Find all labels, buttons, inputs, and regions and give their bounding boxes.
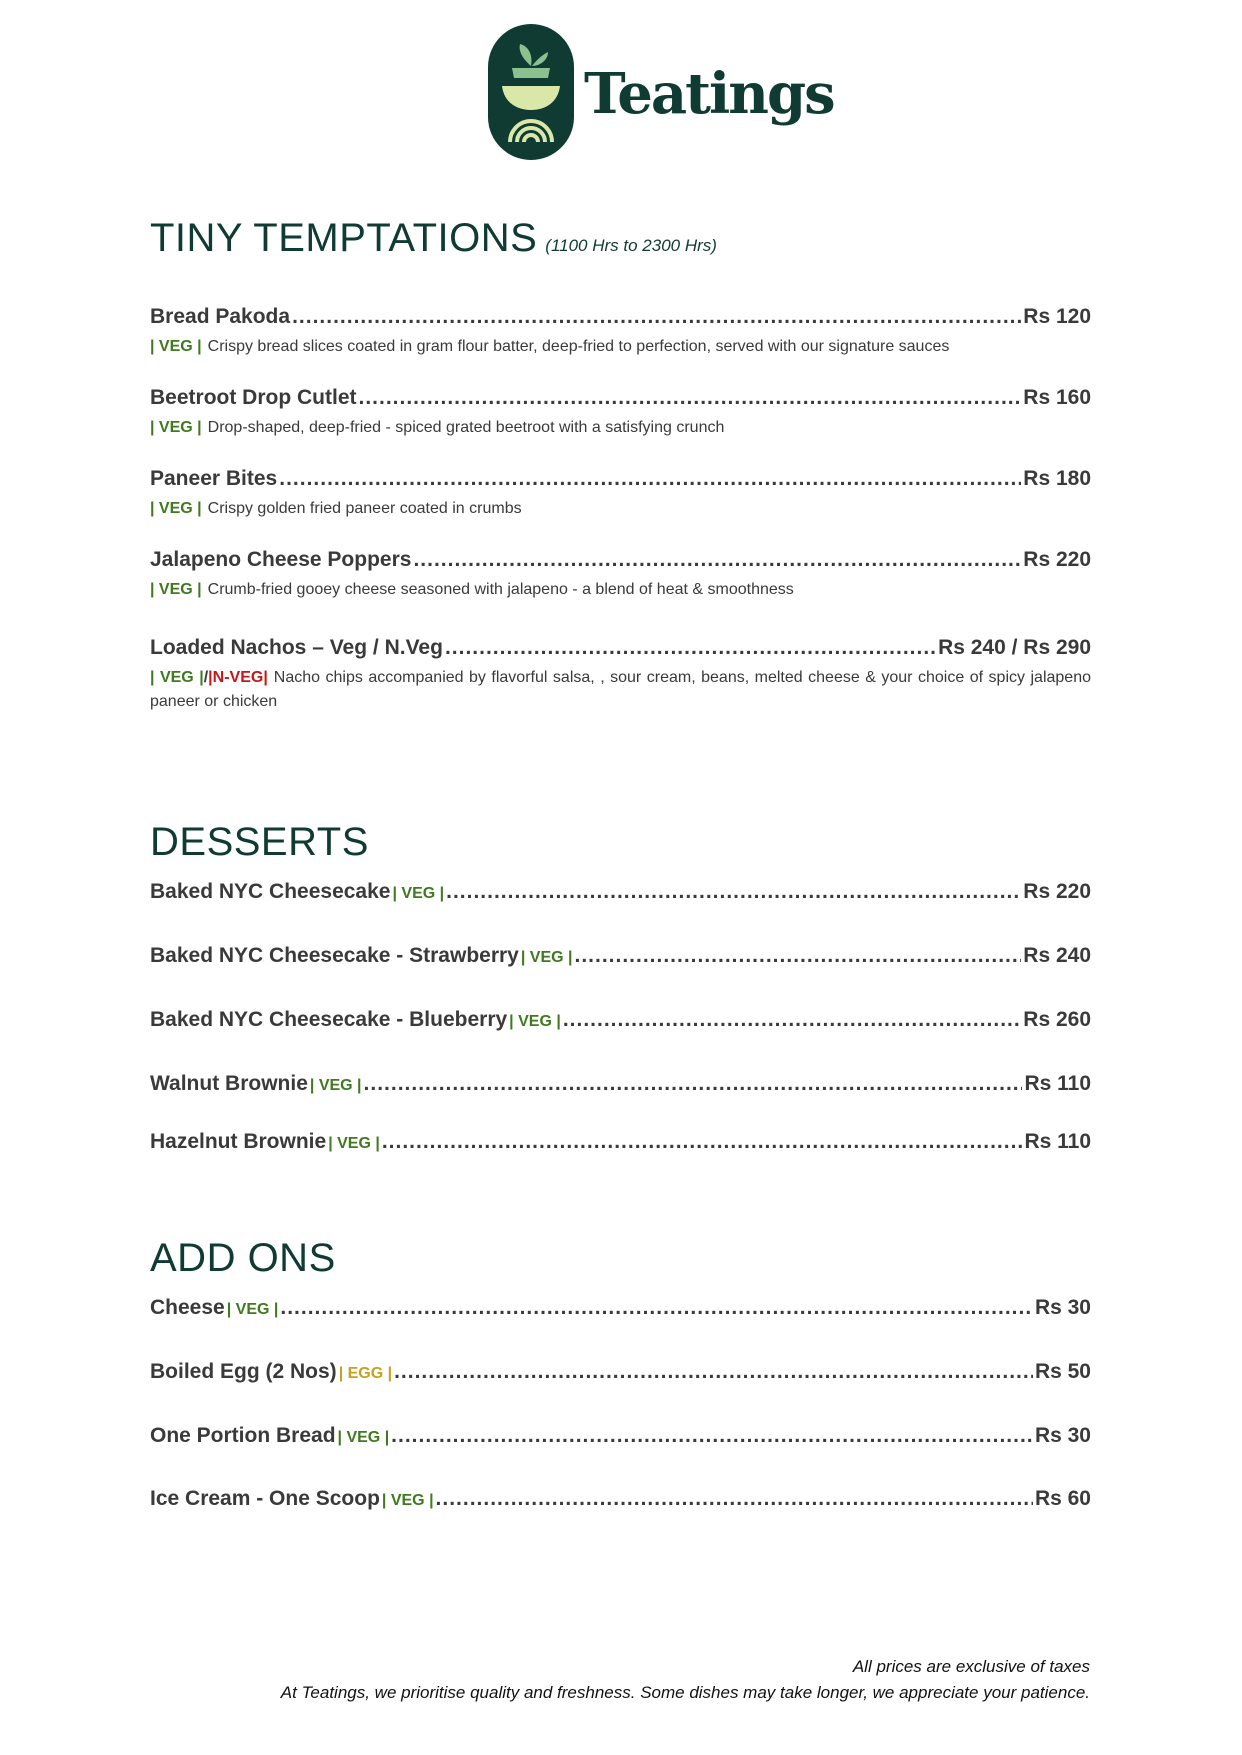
- item-price: Rs 30: [1034, 1296, 1091, 1319]
- item-price: Rs 110: [1024, 1072, 1091, 1095]
- veg-tag: | VEG |: [520, 949, 573, 966]
- veg-tag: | VEG |: [226, 1301, 279, 1318]
- menu-item: [150, 1130, 1091, 1154]
- item-price: Rs 30: [1034, 1424, 1091, 1447]
- nonveg-tag: |N-VEG|: [208, 669, 268, 686]
- section-title-desserts: DESSERTS: [150, 820, 369, 864]
- leader-dots: [445, 636, 936, 660]
- item-price: Rs 240: [1023, 944, 1091, 967]
- leader-dots: [292, 305, 1021, 329]
- leader-dots: [574, 944, 1021, 968]
- item-name: Walnut Brownie: [150, 1072, 308, 1095]
- item-description: Crumb-fried gooey cheese seasoned with jalapeno - a blend of heat & smoothness: [207, 581, 794, 598]
- leader-dots: [563, 1008, 1021, 1032]
- veg-tag: | VEG |: [150, 419, 202, 436]
- leader-dots: [359, 386, 1022, 410]
- veg-tag: | VEG |: [309, 1077, 362, 1094]
- menu-item: [150, 1360, 1091, 1384]
- item-price: Rs 50: [1034, 1360, 1091, 1383]
- item-name: Baked NYC Cheesecake - Strawberry: [150, 944, 519, 967]
- veg-tag: | VEG |: [150, 669, 204, 686]
- leader-dots: [391, 1424, 1033, 1448]
- leader-dots: [382, 1130, 1023, 1154]
- leader-dots: [364, 1072, 1023, 1096]
- item-name: Bread Pakoda: [150, 305, 291, 328]
- leader-dots: [436, 1487, 1033, 1511]
- item-price: Rs 110: [1024, 1130, 1091, 1153]
- item-price: Rs 260: [1023, 1008, 1091, 1031]
- brand-wordmark: Teatings: [584, 61, 834, 127]
- leader-dots: [394, 1360, 1033, 1384]
- menu-item: [150, 1424, 1091, 1448]
- section-hours: (1100 Hrs to 2300 Hrs): [545, 236, 717, 255]
- item-description: Nacho chips accompanied by flavorful salsa, , sour cream, beans, melted cheese & your choice of spicy jalapeno paneer or chicken: [150, 669, 1091, 710]
- item-name: Paneer Bites: [150, 467, 278, 490]
- menu-item: [150, 1072, 1091, 1096]
- item-name: Hazelnut Brownie: [150, 1130, 327, 1153]
- leader-dots: [446, 880, 1021, 904]
- brand-logo: [488, 24, 834, 162]
- menu-item: [150, 386, 1091, 440]
- veg-tag: | VEG |: [509, 1013, 561, 1030]
- item-name: Baked NYC Cheesecake - Blueberry: [150, 1008, 508, 1031]
- item-description: Drop-shaped, deep-fried - spiced grated beetroot with a satisfying crunch: [207, 419, 725, 436]
- item-price: Rs 220: [1023, 548, 1091, 571]
- menu-item: [150, 1296, 1091, 1320]
- veg-tag: | VEG |: [381, 1492, 434, 1509]
- footer-quality-note: At Teatings, we prioritise quality and freshness. Some dishes may take longer, we appreciate your patience.: [280, 1682, 1090, 1702]
- veg-tag: | VEG |: [337, 1429, 390, 1446]
- section-title-add-ons: ADD ONS: [150, 1236, 336, 1280]
- item-price: Rs 180: [1023, 467, 1091, 490]
- menu-item: [150, 305, 1091, 359]
- egg-tag: | EGG |: [338, 1365, 393, 1382]
- menu-item: [150, 548, 1091, 602]
- item-price: Rs 60: [1034, 1487, 1091, 1510]
- item-price: Rs 220: [1023, 880, 1091, 903]
- veg-tag: | VEG |: [150, 338, 202, 355]
- item-description: Crispy golden fried paneer coated in crumbs: [207, 500, 522, 517]
- section-title-text: TINY TEMPTATIONS: [150, 216, 538, 260]
- item-name: Baked NYC Cheesecake: [150, 880, 391, 903]
- menu-item: [150, 944, 1091, 968]
- leader-dots: [413, 548, 1021, 572]
- item-name: Ice Cream - One Scoop: [150, 1487, 380, 1510]
- item-name: Jalapeno Cheese Poppers: [150, 548, 412, 571]
- item-price: Rs 240 / Rs 290: [938, 636, 1091, 659]
- veg-tag: | VEG |: [328, 1135, 380, 1152]
- item-name: Boiled Egg (2 Nos): [150, 1360, 337, 1383]
- veg-tag: | VEG |: [150, 500, 202, 517]
- item-name: Cheese: [150, 1296, 225, 1319]
- veg-tag: | VEG |: [150, 581, 202, 598]
- item-name: Loaded Nachos – Veg / N.Veg: [150, 636, 443, 659]
- tag-separator: /: [203, 669, 209, 686]
- item-name: Beetroot Drop Cutlet: [150, 386, 357, 409]
- menu-item: [150, 467, 1091, 521]
- menu-item: [150, 636, 1091, 714]
- footer-tax-note: All prices are exclusive of taxes: [852, 1657, 1090, 1676]
- menu-item: [150, 1487, 1091, 1511]
- item-description: Crispy bread slices coated in gram flour batter, deep-fried to perfection, served with our signature sauces: [207, 338, 950, 355]
- section-title-tiny-temptations: [150, 218, 717, 258]
- logo-badge-icon: [488, 24, 574, 160]
- menu-item: [150, 1008, 1091, 1032]
- footer-note: [281, 1654, 1090, 1705]
- leader-dots: [280, 1296, 1033, 1320]
- item-price: Rs 120: [1023, 305, 1091, 328]
- leader-dots: [279, 467, 1021, 491]
- veg-tag: | VEG |: [392, 885, 445, 902]
- item-price: Rs 160: [1023, 386, 1091, 409]
- menu-item: [150, 880, 1091, 904]
- item-name: One Portion Bread: [150, 1424, 336, 1447]
